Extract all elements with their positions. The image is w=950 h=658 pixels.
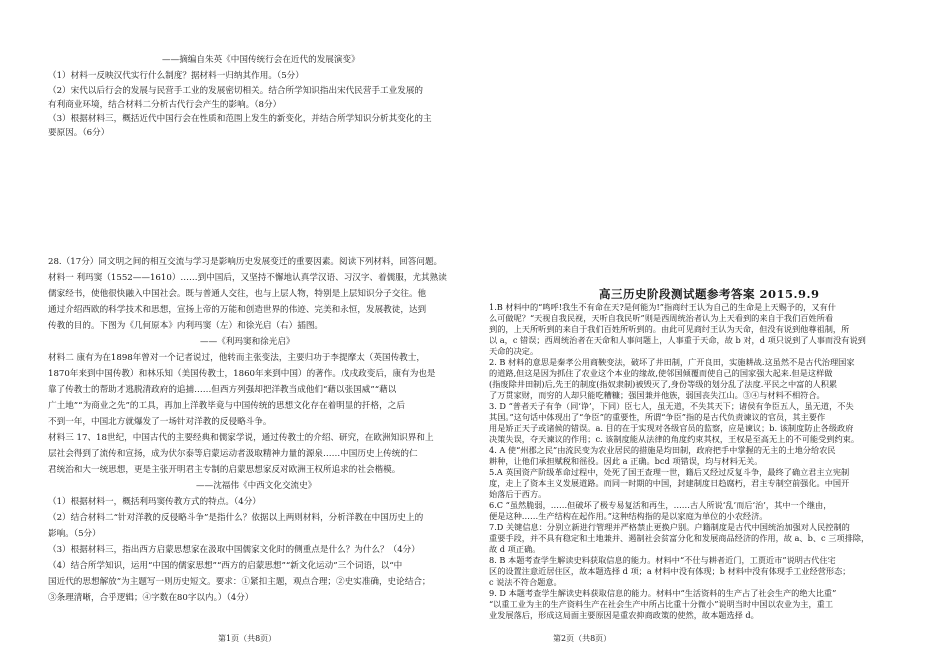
page-footer: 第1页（共8页） — [218, 634, 277, 643]
answer-line: 始落后于西方。 — [489, 489, 547, 499]
q28-line: 传教的目的。下图为《几何原本》内利玛窦（左）和徐光启（右）插图。 — [48, 321, 324, 331]
answer-line: 5.A 英国资产阶级革命过程中，处死了国王查理一世，籍后又经过反复斗争，最终了确立君主立宪制 — [489, 467, 850, 477]
q28-line: 材料二 康有为在1898年曾对一个记者说过，他转而主张变法，主要归功于李提摩太（英国传教士， — [48, 353, 425, 363]
answer-line: 以 a，c 错误；西周统治者在天命和人事问题上，人事重于天命，故 b 对，d 项只说到了人事而没有说到 — [489, 335, 866, 345]
answer-line: c 说法不符合题意。 — [489, 577, 562, 587]
answer-line: 到的，上天所听到的来自于我们百姓所听到的。由此可见商纣王认为天命，但没有说到他尊祖制，所 — [489, 324, 850, 334]
q28-line: 君统治和大一统思想，更是主张开明君主专制的启蒙思想家反对欧洲王权所追求的社会楷模。 — [48, 465, 401, 475]
answer-line: “以重工业为主的生产资料生产在社会生产中所占比重十分微小”说明当时中国以农业为主，重工 — [489, 599, 834, 609]
q27-line: （1）材料一反映汉代实行什么制度？据材料一归纳其作用。（5分） — [48, 71, 304, 81]
q28-line: 1870年来到中国传教）和林乐知（美国传教士，1860年来到中国）的著作。戊戌政变后，康有为也是 — [48, 369, 436, 379]
answer-line: 4. A 使“州郡之民”由流民变为农业居民的措施是均田制，政府把手中掌握的无主的土地分给农民 — [489, 445, 836, 455]
q28-line: （4）结合所学知识，运用“中国的儒家思想”“西方的启蒙思想”“新文化运动”三个词语，以“中 — [48, 561, 403, 571]
answer-line: 天命的决定。 — [489, 346, 539, 356]
answer-line: 业发展落后，形成这局面主要原因是重农抑商政策的使然，故本题选择 d。 — [489, 610, 759, 620]
answer-line: 了万贯家财，而穷的人却只能吃糟糠；强国兼并他族，弱国丧失江山。③④与材料不相符合。 — [489, 390, 825, 400]
q28-line: 国近代的思想解放”为主题写一则历史短文。要求：①紧扣主题，观点合理；②史实准确，史论结合； — [48, 577, 431, 587]
answer-line: 2. B 材料的意思是秦孝公用商鞅变法，破坏了井田制，广开良田，实施耕战.这虽然不是古代治理国家 — [489, 357, 855, 367]
answer-line: 7.D 关键信息：分别立新进行管理并严格禁止更换户别。户籍制度是古代中国统治加强对人民控制的 — [489, 522, 850, 532]
answer-line: 8. B 本题考查学生解读史料获取信息的能力。材料中“不仕与耕者近门，工贾近市”说明古代住宅 — [489, 555, 836, 565]
q28-line: （3）根据材料三，指出西方启蒙思想家在汲取中国儒家文化时的侧重点是什么？为什么？（4分） — [48, 545, 420, 555]
answer-line: 的道路,但这是因为抓住了农业这个本业的缘故,使邻国倾覆而使自己的国家强大起来.但是这样做 — [489, 368, 833, 378]
answer-line: 9. D 本题考查学生解读史料获取信息的能力。材料中“生活资料的生产占了社会生产的绝大比重” — [489, 588, 837, 598]
answer-line: (指废除井田制)后,先王的制度(指奴隶制)被毁灭了,身份等级的划分乱了法度.平民之中富的人积累 — [489, 379, 838, 389]
answer-line: 决策失误，夺天谏议的作用；c. 该制度能从法律的角度约束其权，王权是至高无上的不可能受到约束。 — [489, 434, 860, 444]
page-footer: 第2页（共8页） — [553, 634, 612, 643]
q28-line: 不到一年，中国北方就爆发了一场针对洋教的反侵略斗争。 — [48, 417, 272, 427]
q27-line: （3）根据材料三，概括近代中国行会在性质和范围上发生的新变化，并结合所学知识分析其变化的主 — [48, 114, 432, 124]
answer-line: 便是这种……生产结构在起作用。”这种结构指的是以家庭为单位的小农经济。 — [489, 511, 768, 521]
q28-line: 材料三 17、18世纪，中国古代的主要经典和儒家学说，通过传教士的介绍、研究，在欧洲知识界和上 — [48, 433, 434, 443]
answer-line: 度，走上了资本主义发展道路。而同一时期的中国，封建制度日趋腐朽，君主专制空前强化。中国开 — [489, 478, 850, 488]
answer-line: 区的设置注意近居住区，故本题选择 d 项；a 材料中没有体现；b 材料中没有体现手工业经营形态； — [489, 566, 851, 576]
answer-line: 其国。”这句话中体现出了“争臣”的重要性，所谓“争臣”指的是古代负责谏议的官员，其主要作 — [489, 412, 826, 422]
answer-line: 3. D “普者天子有争（同‘诤’，下同）臣七人，虽无道，不失其天下；诸侯有争臣五人，虽无道，不失 — [489, 401, 854, 411]
answer-line: 耕种，让他们承担赋税和徭役。因此 a 正确。bcd 项错误，均与材料无关。 — [489, 456, 763, 466]
answer-line: 么可做呢？“天视自我民视，天听自我民听”则是西周统治者认为上天看到的来自于我们百姓所看 — [489, 313, 834, 323]
q28-line: （1）根据材料一，概括利玛窦传教方式的特点。（4分） — [48, 497, 261, 507]
source-citation: ——摘编自朱英《中国传统行会在近代的发展演变》 — [162, 55, 360, 65]
answer-line: 故 d 项正确。 — [489, 544, 541, 554]
q28-line: ③条理清晰，合乎逻辑；④字数在80字以内。）（4分） — [48, 593, 254, 603]
q27-line: 有利商业环境，结合材料二分析古代行会产生的影响。（8分） — [48, 100, 282, 110]
q28-line: 材料一 利玛窦（1552——1610）……到中国后，又坚持不懈地认真学汉语、习汉字、着儒服，尤其熟读 — [48, 273, 447, 283]
answer-line: 6.C “虽然脆弱，……但破坏了极专易复活和再生，……古人所说‘乱’而后‘治’，其中一个继由， — [489, 500, 832, 510]
page-title: 高三历史阶段测试题参考答案 2015.9.9 — [599, 287, 820, 301]
q27-line: （2）宋代以后行会的发展与民营手工业的发展密切相关。结合所学知识指出宋代民营手工业发展的 — [48, 86, 424, 96]
answer-line: 重要手段，并不具有稳定和土地兼并、遏制社会贫富分化和发展商品经济的作用，故 a、b、c 三项排除， — [489, 533, 870, 543]
q28-line: 层社会得到了流传和宣扬，成为伏尔泰等启蒙运动者汲取精神力量的源泉……中国历史上传统的仁 — [48, 449, 418, 459]
answer-line: 用是矫正天子或诸候的错误。a. 目的在于实现对各级官员的监察，应是谏议；b. 该制度防止各级政府 — [489, 423, 854, 433]
q27-line: 要原因。（6分） — [48, 128, 110, 138]
q28-line: 儒家经书，使他很快融入中国社会。既与普通人交往，也与上层人物，特别是上层知识分子交往。他 — [48, 289, 427, 299]
q28-citation: ——沈福伟《中西文化交流史》 — [196, 481, 317, 491]
answer-line: 1.B 材料中的“鸣呼!我生不有命在天?是何能为!”指商纣王认为自己的生命是上天赐予的，又有什 — [489, 302, 836, 312]
q28-line: 通过介绍西欧的科学技术和思想，宣扬上帝的万能和创造世界的伟迹、完美和永恒，发展教徒，达到 — [48, 305, 427, 315]
q28-line: 28.（17分）同文明之间的相互交流与学习是影响历史发展变迁的重要因素。阅读下列材料，回答问题。 — [48, 257, 443, 267]
q28-citation: ——《利玛窦和徐光启》 — [200, 337, 295, 347]
q28-line: 影响。（5分） — [48, 529, 101, 539]
q28-line: 广土地”“为商业之先”的工具，再加上洋教毕竟与中国传统的思想文化存在着明显的扦格，之后 — [48, 401, 405, 411]
right-page — [475, 0, 950, 658]
q28-line: （2）结合材料二“针对洋教的反侵略斗争”是指什么？依据以上两则材料，分析洋教在中国历史上的 — [48, 513, 424, 523]
q28-line: 靠了传教士的帮助才逃脱清政府的追捕……但西方列强却把洋教当成他们“藉以张国威”“藉以 — [48, 385, 397, 395]
